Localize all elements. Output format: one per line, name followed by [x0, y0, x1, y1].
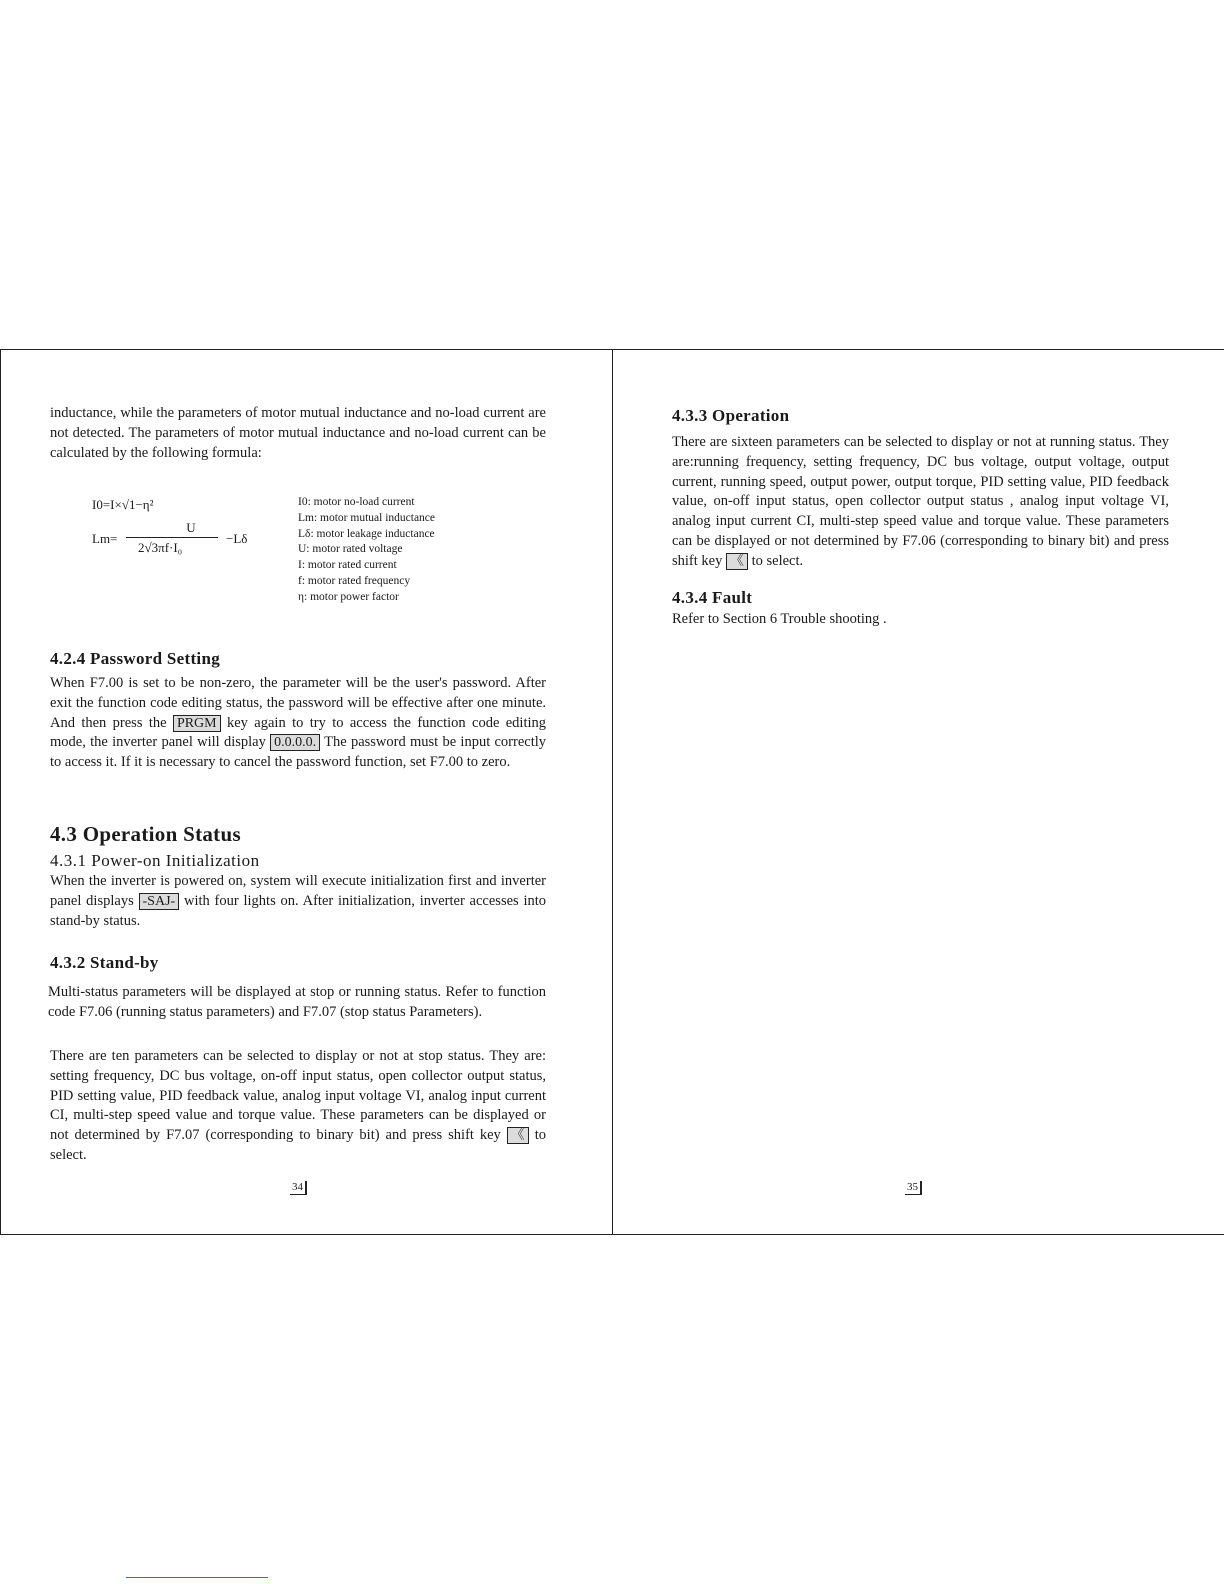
page-number: 34: [290, 1181, 307, 1195]
power-on-text-1: When the inverter is powered on, system will execute initialization first and inverter panel displays: [50, 873, 546, 909]
password-text-2: key again to try to access the function code editing mode, the inverter panel will display: [50, 714, 547, 751]
formula-i0: I0=I×√1−η²: [92, 497, 154, 512]
legend-item: η: motor power factor: [298, 590, 399, 603]
fault-paragraph: Refer to Section 6 Trouble shooting .: [672, 611, 887, 627]
prgm-key: PRGM: [173, 715, 221, 732]
power-on-text-2: with four lights on. After initialization, inverter accesses into stand-by status.: [50, 892, 547, 929]
standby-paragraph-2: [50, 1047, 546, 1166]
formula-legend: [298, 495, 435, 606]
formula-lm-suffix: −Lδ: [226, 531, 248, 546]
password-paragraph: [50, 674, 546, 773]
formula-lm-denominator: 2√3πf·I₀: [138, 540, 183, 555]
standby-text: There are ten parameters can be selected to display or not at stop status. They are: setting frequency, DC bus voltage, on-off input status, open collector output status, PID setting value, PID feedback value, analog input voltage VI, analog input current CI, multi-step speed value and torque value. These parameters can be displayed or not determined by F7.07 (corresponding to binary bit) and press shift key: [50, 1048, 546, 1144]
legend-item: I: motor rated current: [298, 559, 397, 572]
legend-item: Lm: motor mutual inductance: [298, 511, 436, 524]
section-4-3-1-title: 4.3.1 Power-on Initialization: [50, 851, 260, 870]
standby-text-end: to select.: [50, 1127, 546, 1163]
section-4-3-3-title: 4.3.3 Operation: [672, 406, 790, 425]
shift-key: 《: [507, 1127, 529, 1144]
intro-paragraph: inductance, while the parameters of motor mutual inductance and no-load current are not detected. The parameters of motor mutual inductance and no-load current can be calculated by the following formula:: [50, 405, 546, 461]
section-4-2-4-title: 4.2.4 Password Setting: [50, 649, 220, 668]
display-0000-key: 0.0.0.0.: [270, 734, 320, 751]
power-on-paragraph: [50, 872, 546, 931]
standby-paragraph-1: Multi-status parameters will be displayed at stop or running status. Refer to function code F7.06 (running status parameters) and F7.07 (stop status Parameters).: [48, 984, 546, 1020]
legend-item: U: motor rated voltage: [298, 543, 403, 556]
legend-item: Lδ: motor leakage inductance: [298, 527, 435, 540]
saj-display-key: -SAJ-: [139, 893, 180, 910]
fraction-bar: [126, 537, 218, 538]
password-text-1: When F7.00 is set to be non-zero, the parameter will be the user's password. After exit the function code editing status, the password will be effective after one minute. And then press the: [50, 675, 546, 731]
operation-paragraph: [672, 433, 1169, 572]
operation-text: There are sixteen parameters can be selected to display or not at running status. They are:running frequency, setting frequency, DC bus voltage, output voltage, output current, running speed, output power, output torque, PID setting value, PID feedback value, on-off input status, open collector output status , analog input voltage VI, analog input current CI, multi-step speed value and torque value. These parameters can be displayed or not determined by F7.06 (corresponding to binary bit) and press shift key: [672, 434, 1169, 569]
legend-item: I0: motor no-load current: [298, 496, 415, 508]
section-4-3-4-title: 4.3.4 Fault: [672, 588, 753, 607]
right-page: [613, 349, 1224, 1235]
shift-key: 《: [726, 553, 748, 570]
operation-text-end: to select.: [751, 552, 804, 569]
section-4-3-title: 4.3 Operation Status: [50, 822, 241, 846]
page-number: 35: [905, 1181, 922, 1195]
password-text-3: The password must be input correctly to access it. If it is necessary to cancel the password function, set F7.00 to zero.: [50, 734, 547, 771]
section-4-3-2-title: 4.3.2 Stand-by: [50, 953, 159, 972]
left-page: [0, 349, 612, 1235]
link-underline-artifact: [126, 1577, 268, 1578]
formula-lm-numerator: U: [186, 520, 196, 535]
legend-item: f: motor rated frequency: [298, 574, 411, 587]
formula-lm-prefix: Lm=: [92, 531, 118, 546]
